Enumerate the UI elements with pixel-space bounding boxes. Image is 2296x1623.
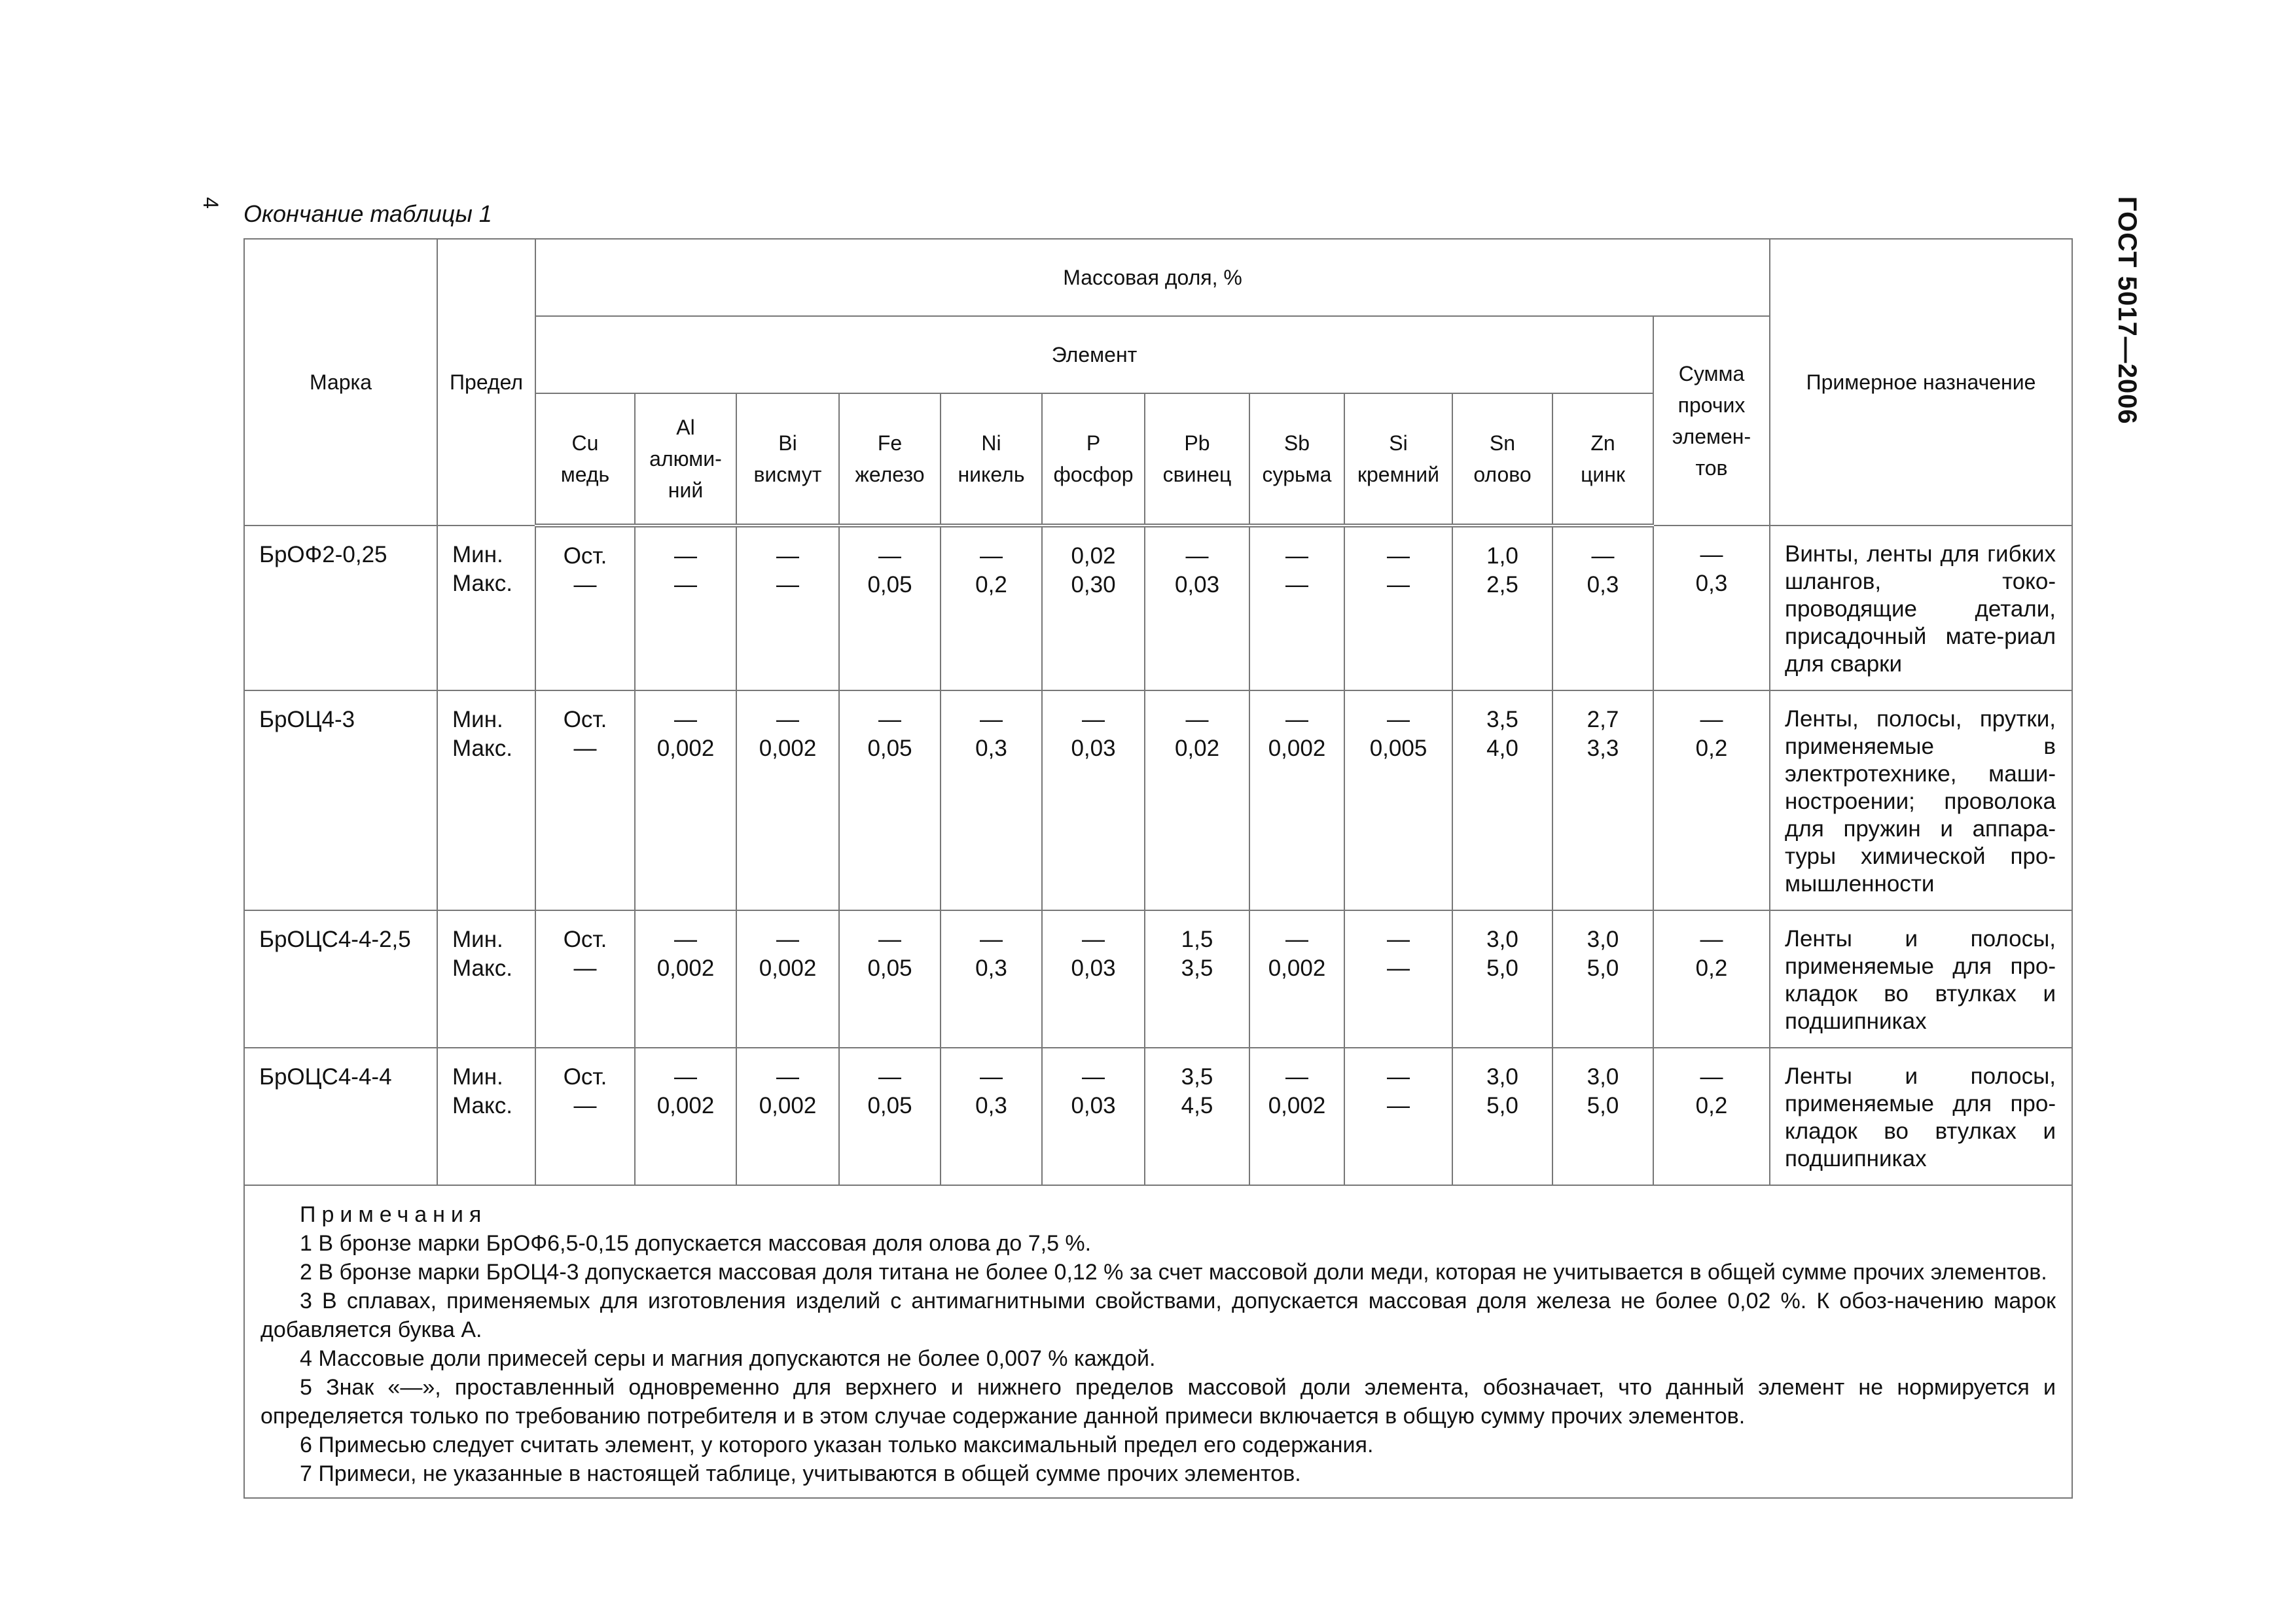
value-max: 0,3: [1587, 572, 1619, 597]
header-element-5: [1042, 393, 1145, 526]
value-min: 1,0: [1486, 543, 1518, 569]
value-min: —: [1285, 1064, 1308, 1090]
element-symbol: Sb: [1283, 431, 1310, 455]
header-purpose: Примерное назначение: [1770, 239, 2072, 526]
value-cell: [1552, 526, 1653, 690]
value-min: —: [878, 927, 901, 952]
header-element-10: [1552, 393, 1653, 526]
value-cell: [941, 690, 1042, 910]
purpose-cell: Винты, ленты для гибких шлангов, токо-проводящие детали, присадочный мате-риал для сварки: [1770, 526, 2072, 690]
limit-max: Макс.: [452, 571, 512, 596]
value-min: 0,02: [1071, 543, 1116, 569]
value-cell: [1452, 1048, 1552, 1185]
value-max: 0,03: [1071, 955, 1116, 981]
header-grade: Марка: [244, 239, 437, 526]
value-max: 0,05: [867, 955, 912, 981]
element-name: медь: [560, 463, 610, 486]
element-symbol: Al: [676, 416, 695, 439]
value-min: —: [980, 927, 1003, 952]
value-cell: [1653, 690, 1770, 910]
element-symbol: Ni: [981, 431, 1001, 455]
limit-min: Мин.: [452, 927, 503, 952]
value-max: 0,03: [1174, 572, 1220, 597]
value-cell: [1249, 526, 1344, 690]
value-min: —: [878, 707, 901, 732]
value-max: 0,002: [1268, 955, 1326, 981]
value-cell: [1452, 910, 1552, 1048]
value-max: 0,002: [656, 736, 715, 761]
value-min: —: [1082, 927, 1105, 952]
value-max: 0,002: [1268, 1093, 1326, 1118]
value-max: —: [1387, 955, 1410, 981]
value-cell: [1344, 526, 1452, 690]
element-symbol: Cu: [571, 431, 599, 455]
header-mass-fraction: Массовая доля, %: [535, 239, 1770, 316]
value-max: 0,3: [975, 736, 1007, 761]
limit-min: Мин.: [452, 707, 503, 732]
value-max: 0,3: [1695, 571, 1728, 596]
value-max: 3,3: [1587, 736, 1619, 761]
value-cell: [535, 690, 635, 910]
value-cell: [535, 526, 635, 690]
value-min: —: [1700, 707, 1723, 732]
element-symbol: Pb: [1184, 431, 1210, 455]
header-element: Элемент: [535, 316, 1653, 393]
value-cell: [1653, 526, 1770, 690]
value-max: —: [573, 955, 597, 981]
value-max: 0,002: [1268, 736, 1326, 761]
value-max: 0,05: [867, 1093, 912, 1118]
limit-max: Макс.: [452, 736, 512, 761]
table-row: [244, 910, 2072, 1048]
limit-cell: [437, 690, 535, 910]
value-cell: [1552, 690, 1653, 910]
value-cell: [1145, 526, 1249, 690]
limit-max: Макс.: [452, 955, 512, 981]
value-cell: [839, 910, 941, 1048]
value-max: —: [674, 572, 697, 597]
value-max: —: [573, 1093, 597, 1118]
value-min: —: [674, 543, 697, 569]
value-cell: [1552, 1048, 1653, 1185]
element-symbol: Fe: [877, 431, 903, 455]
value-cell: [1653, 910, 1770, 1048]
element-name: цинк: [1581, 463, 1625, 486]
grade-cell: БрОЦС4-4-4: [244, 1048, 437, 1185]
value-cell: [839, 526, 941, 690]
limit-cell: [437, 1048, 535, 1185]
header-element-8: [1344, 393, 1452, 526]
purpose-cell: Ленты и полосы, применяемые для про-кладок во втулках и подшипниках: [1770, 910, 2072, 1048]
value-max: —: [573, 736, 597, 761]
element-name: висмут: [753, 463, 822, 486]
value-cell: [839, 690, 941, 910]
value-max: 0,002: [759, 736, 817, 761]
element-name: олово: [1473, 463, 1532, 486]
value-min: Ост.: [563, 1064, 607, 1090]
value-min: —: [674, 927, 697, 952]
value-cell: [941, 910, 1042, 1048]
value-cell: [1042, 526, 1145, 690]
value-min: —: [1082, 1064, 1105, 1090]
value-max: 0,3: [975, 955, 1007, 981]
note-item: 5 Знак «—», проставленный одновременно для верхнего и нижнего пределов массовой доли элемента, обозначает, что данный элемент не нормируется и определяется только по требованию потребителя и в этом случае содержание данной примеси включается в общую сумму прочих элементов.: [260, 1375, 2056, 1429]
value-max: 0,02: [1174, 736, 1220, 761]
element-name: железо: [855, 463, 925, 486]
value-cell: [1145, 910, 1249, 1048]
value-max: 2,5: [1486, 572, 1518, 597]
value-cell: [1344, 690, 1452, 910]
header-element-9: [1452, 393, 1552, 526]
value-max: —: [1387, 572, 1410, 597]
value-max: 5,0: [1486, 1093, 1518, 1118]
value-max: 0,002: [656, 955, 715, 981]
value-cell: [635, 910, 736, 1048]
value-min: —: [980, 1064, 1003, 1090]
element-name: фосфор: [1053, 463, 1134, 486]
value-min: —: [776, 1064, 799, 1090]
value-max: 0,3: [975, 1093, 1007, 1118]
value-max: —: [776, 572, 799, 597]
value-max: 0,2: [1695, 1093, 1728, 1118]
element-symbol: Bi: [778, 431, 797, 455]
value-min: —: [674, 707, 697, 732]
value-cell: [736, 690, 839, 910]
element-symbol: Sn: [1489, 431, 1516, 455]
header-element-1: [635, 393, 736, 526]
value-min: —: [1285, 707, 1308, 732]
header-element-4: [941, 393, 1042, 526]
element-symbol: Si: [1389, 431, 1408, 455]
header-other-sum: Сумма прочих элемен-тов: [1653, 316, 1770, 526]
header-element-3: [839, 393, 941, 526]
value-cell: [1552, 910, 1653, 1048]
value-max: 0,002: [759, 1093, 817, 1118]
value-max: 5,0: [1587, 955, 1619, 981]
value-min: —: [1387, 927, 1410, 952]
value-cell: [635, 1048, 736, 1185]
element-symbol: Zn: [1590, 431, 1615, 455]
value-cell: [635, 526, 736, 690]
value-max: 0,002: [759, 955, 817, 981]
value-max: 3,5: [1181, 955, 1213, 981]
element-name: свинец: [1162, 463, 1232, 486]
notes-row: [244, 1185, 2072, 1498]
value-min: Ост.: [563, 927, 607, 952]
value-max: 0,2: [1695, 955, 1728, 981]
value-min: Ост.: [563, 707, 607, 732]
value-max: 0,002: [656, 1093, 715, 1118]
notes-cell: [244, 1185, 2072, 1498]
value-cell: [535, 1048, 635, 1185]
value-min: —: [1185, 543, 1209, 569]
value-min: Ост.: [563, 543, 607, 569]
element-name: кремний: [1357, 463, 1439, 486]
value-max: 0,30: [1071, 572, 1116, 597]
value-min: —: [1082, 707, 1105, 732]
value-min: —: [776, 707, 799, 732]
value-min: —: [1285, 543, 1308, 569]
table-row: [244, 690, 2072, 910]
limit-min: Мин.: [452, 542, 503, 567]
value-min: —: [1591, 543, 1615, 569]
value-cell: [1249, 910, 1344, 1048]
header-element-0: [535, 393, 635, 526]
table-caption: Окончание таблицы 1: [243, 200, 492, 227]
standard-title: ГОСТ 5017—2006: [2113, 196, 2142, 425]
value-cell: [941, 526, 1042, 690]
element-name: сурьма: [1262, 463, 1332, 486]
value-max: —: [573, 572, 597, 597]
value-min: 1,5: [1181, 927, 1213, 952]
value-min: —: [1700, 927, 1723, 952]
limit-min: Мин.: [452, 1064, 503, 1090]
table-row: [244, 1048, 2072, 1185]
value-min: —: [1387, 707, 1410, 732]
value-max: 0,05: [867, 572, 912, 597]
value-min: 3,0: [1486, 927, 1518, 952]
value-min: —: [776, 927, 799, 952]
value-min: —: [980, 543, 1003, 569]
value-cell: [1249, 1048, 1344, 1185]
value-max: 4,5: [1181, 1093, 1213, 1118]
limit-cell: [437, 526, 535, 690]
value-cell: [736, 1048, 839, 1185]
note-item: 6 Примесью следует считать элемент, у которого указан только максимальный предел его содержания.: [300, 1433, 1374, 1457]
value-cell: [1344, 1048, 1452, 1185]
header-element-6: [1145, 393, 1249, 526]
value-max: —: [1387, 1093, 1410, 1118]
value-min: 3,5: [1181, 1064, 1213, 1090]
purpose-cell: Ленты, полосы, прутки, применяемые в электротехнике, маши-ностроении; проволока для пружин и аппара-туры химической про-мышленности: [1770, 690, 2072, 910]
composition-table: [243, 238, 2073, 1499]
value-max: 0,03: [1071, 736, 1116, 761]
value-cell: [736, 526, 839, 690]
value-cell: [736, 910, 839, 1048]
value-min: —: [878, 1064, 901, 1090]
value-min: —: [674, 1064, 697, 1090]
value-min: 3,0: [1587, 927, 1619, 952]
value-min: —: [1700, 542, 1723, 567]
value-max: 4,0: [1486, 736, 1518, 761]
value-cell: [839, 1048, 941, 1185]
value-cell: [1452, 526, 1552, 690]
grade-cell: БрОФ2-0,25: [244, 526, 437, 690]
value-max: 5,0: [1486, 955, 1518, 981]
value-min: —: [1387, 1064, 1410, 1090]
note-item: 4 Массовые доли примесей серы и магния допускаются не более 0,007 % каждой.: [300, 1346, 1156, 1371]
header-element-2: [736, 393, 839, 526]
value-max: 0,2: [1695, 736, 1728, 761]
value-cell: [535, 910, 635, 1048]
note-item: 1 В бронзе марки БрОФ6,5-0,15 допускается массовая доля олова до 7,5 %.: [300, 1231, 1092, 1256]
grade-cell: БрОЦС4-4-2,5: [244, 910, 437, 1048]
value-cell: [1344, 910, 1452, 1048]
note-item: 7 Примеси, не указанные в настоящей таблице, учитываются в общей сумме прочих элементов.: [300, 1461, 1301, 1486]
value-max: —: [1285, 572, 1308, 597]
value-cell: [635, 690, 736, 910]
grade-cell: БрОЦ4-3: [244, 690, 437, 910]
value-min: —: [1387, 543, 1410, 569]
value-min: —: [980, 707, 1003, 732]
value-max: 0,005: [1369, 736, 1427, 761]
value-min: 3,0: [1486, 1064, 1518, 1090]
table-row: [244, 526, 2072, 690]
value-min: —: [1185, 707, 1209, 732]
page-number: 4: [199, 197, 223, 209]
purpose-cell: Ленты и полосы, применяемые для про-кладок во втулках и подшипниках: [1770, 1048, 2072, 1185]
value-cell: [1042, 690, 1145, 910]
value-cell: [1145, 1048, 1249, 1185]
note-item: 3 В сплавах, применяемых для изготовления изделий с антимагнитными свойствами, допускается массовая доля железа не более 0,02 %. К обоз-начению марок добавляется буква А.: [260, 1289, 2056, 1342]
notes-title: Примечания: [300, 1202, 488, 1227]
header-element-7: [1249, 393, 1344, 526]
limit-max: Макс.: [452, 1093, 512, 1118]
value-min: —: [1285, 927, 1308, 952]
header-limit: Предел: [437, 239, 535, 526]
value-min: 3,0: [1587, 1064, 1619, 1090]
value-cell: [941, 1048, 1042, 1185]
element-symbol: P: [1086, 431, 1101, 455]
value-max: 5,0: [1587, 1093, 1619, 1118]
value-cell: [1249, 690, 1344, 910]
value-min: 2,7: [1587, 707, 1619, 732]
value-cell: [1042, 1048, 1145, 1185]
value-max: 0,05: [867, 736, 912, 761]
value-min: —: [878, 543, 901, 569]
value-max: 0,2: [975, 572, 1007, 597]
element-name: никель: [958, 463, 1025, 486]
value-max: 0,03: [1071, 1093, 1116, 1118]
value-cell: [1653, 1048, 1770, 1185]
element-name: алюми-ний: [649, 447, 722, 502]
value-cell: [1452, 690, 1552, 910]
value-min: —: [1700, 1064, 1723, 1090]
limit-cell: [437, 910, 535, 1048]
value-cell: [1145, 690, 1249, 910]
note-item: 2 В бронзе марки БрОЦ4-3 допускается массовая доля титана не более 0,12 % за счет массовой доли меди, которая не учитывается в общей сумме прочих элементов.: [300, 1260, 2047, 1285]
value-cell: [1042, 910, 1145, 1048]
value-min: —: [776, 543, 799, 569]
value-min: 3,5: [1486, 707, 1518, 732]
